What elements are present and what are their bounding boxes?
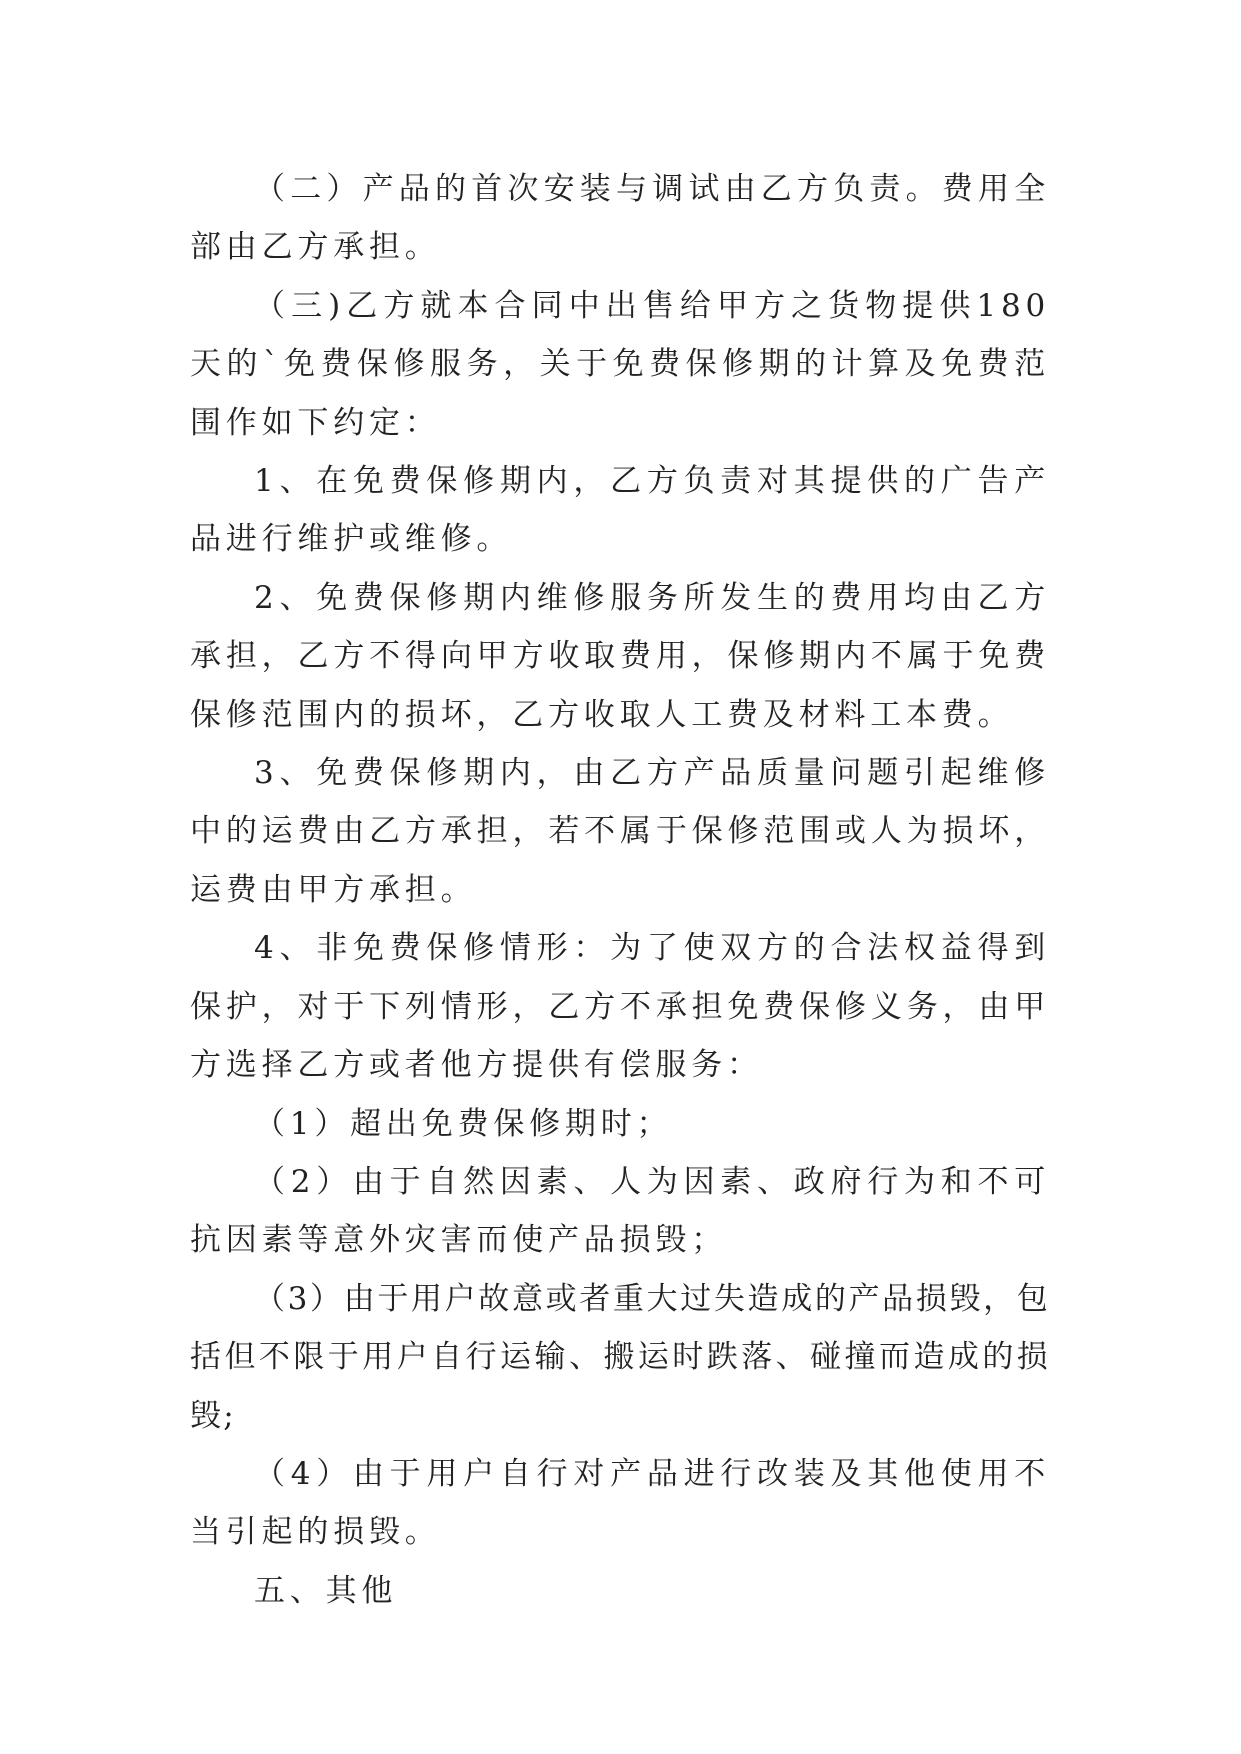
paragraph-subitem-2: （2）由于自然因素、人为因素、政府行为和不可抗因素等意外灾害而使产品损毁； xyxy=(190,1163,1050,1259)
paragraph-subitem-4: （4）由于用户自行对产品进行改装及其他使用不当引起的损毁。 xyxy=(190,1455,1050,1551)
section-heading-other: 五、其他 xyxy=(254,1572,398,1609)
paragraph-clause-2: （二）产品的首次安装与调试由乙方负责。费用全部由乙方承担。 xyxy=(190,171,1050,266)
paragraph-clause-3: （三)乙方就本合同中出售给甲方之货物提供180天的`免费保修服务，关于免费保修期的计算及免费范围作如下约定： xyxy=(190,287,1050,441)
paragraph-item-4: 4、非免费保修情形：为了使双方的合法权益得到保护，对于下列情形，乙方不承担免费保修义务，由甲方选择乙方或者他方提供有偿服务： xyxy=(190,930,1050,1084)
paragraph-subitem-1: （1）超出免费保修期时； xyxy=(254,1105,673,1142)
paragraph-item-3: 3、免费保修期内，由乙方产品质量问题引起维修中的运费由乙方承担，若不属于保修范围或人为损坏，运费由甲方承担。 xyxy=(190,755,1050,908)
document-body xyxy=(190,160,1050,1620)
paragraph-item-2: 2、免费保修期内维修服务所发生的费用均由乙方承担，乙方不得向甲方收取费用，保修期内不属于免费保修范围内的损坏，乙方收取人工费及材料工本费。 xyxy=(190,579,1050,733)
paragraph-subitem-3: （3）由于用户故意或者重大过失造成的产品损毁，包括但不限于用户自行运输、搬运时跌落、碰撞而造成的损毁; xyxy=(190,1280,1050,1434)
paragraph-item-1: 1、在免费保修期内，乙方负责对其提供的广告产品进行维护或维修。 xyxy=(190,463,1050,558)
